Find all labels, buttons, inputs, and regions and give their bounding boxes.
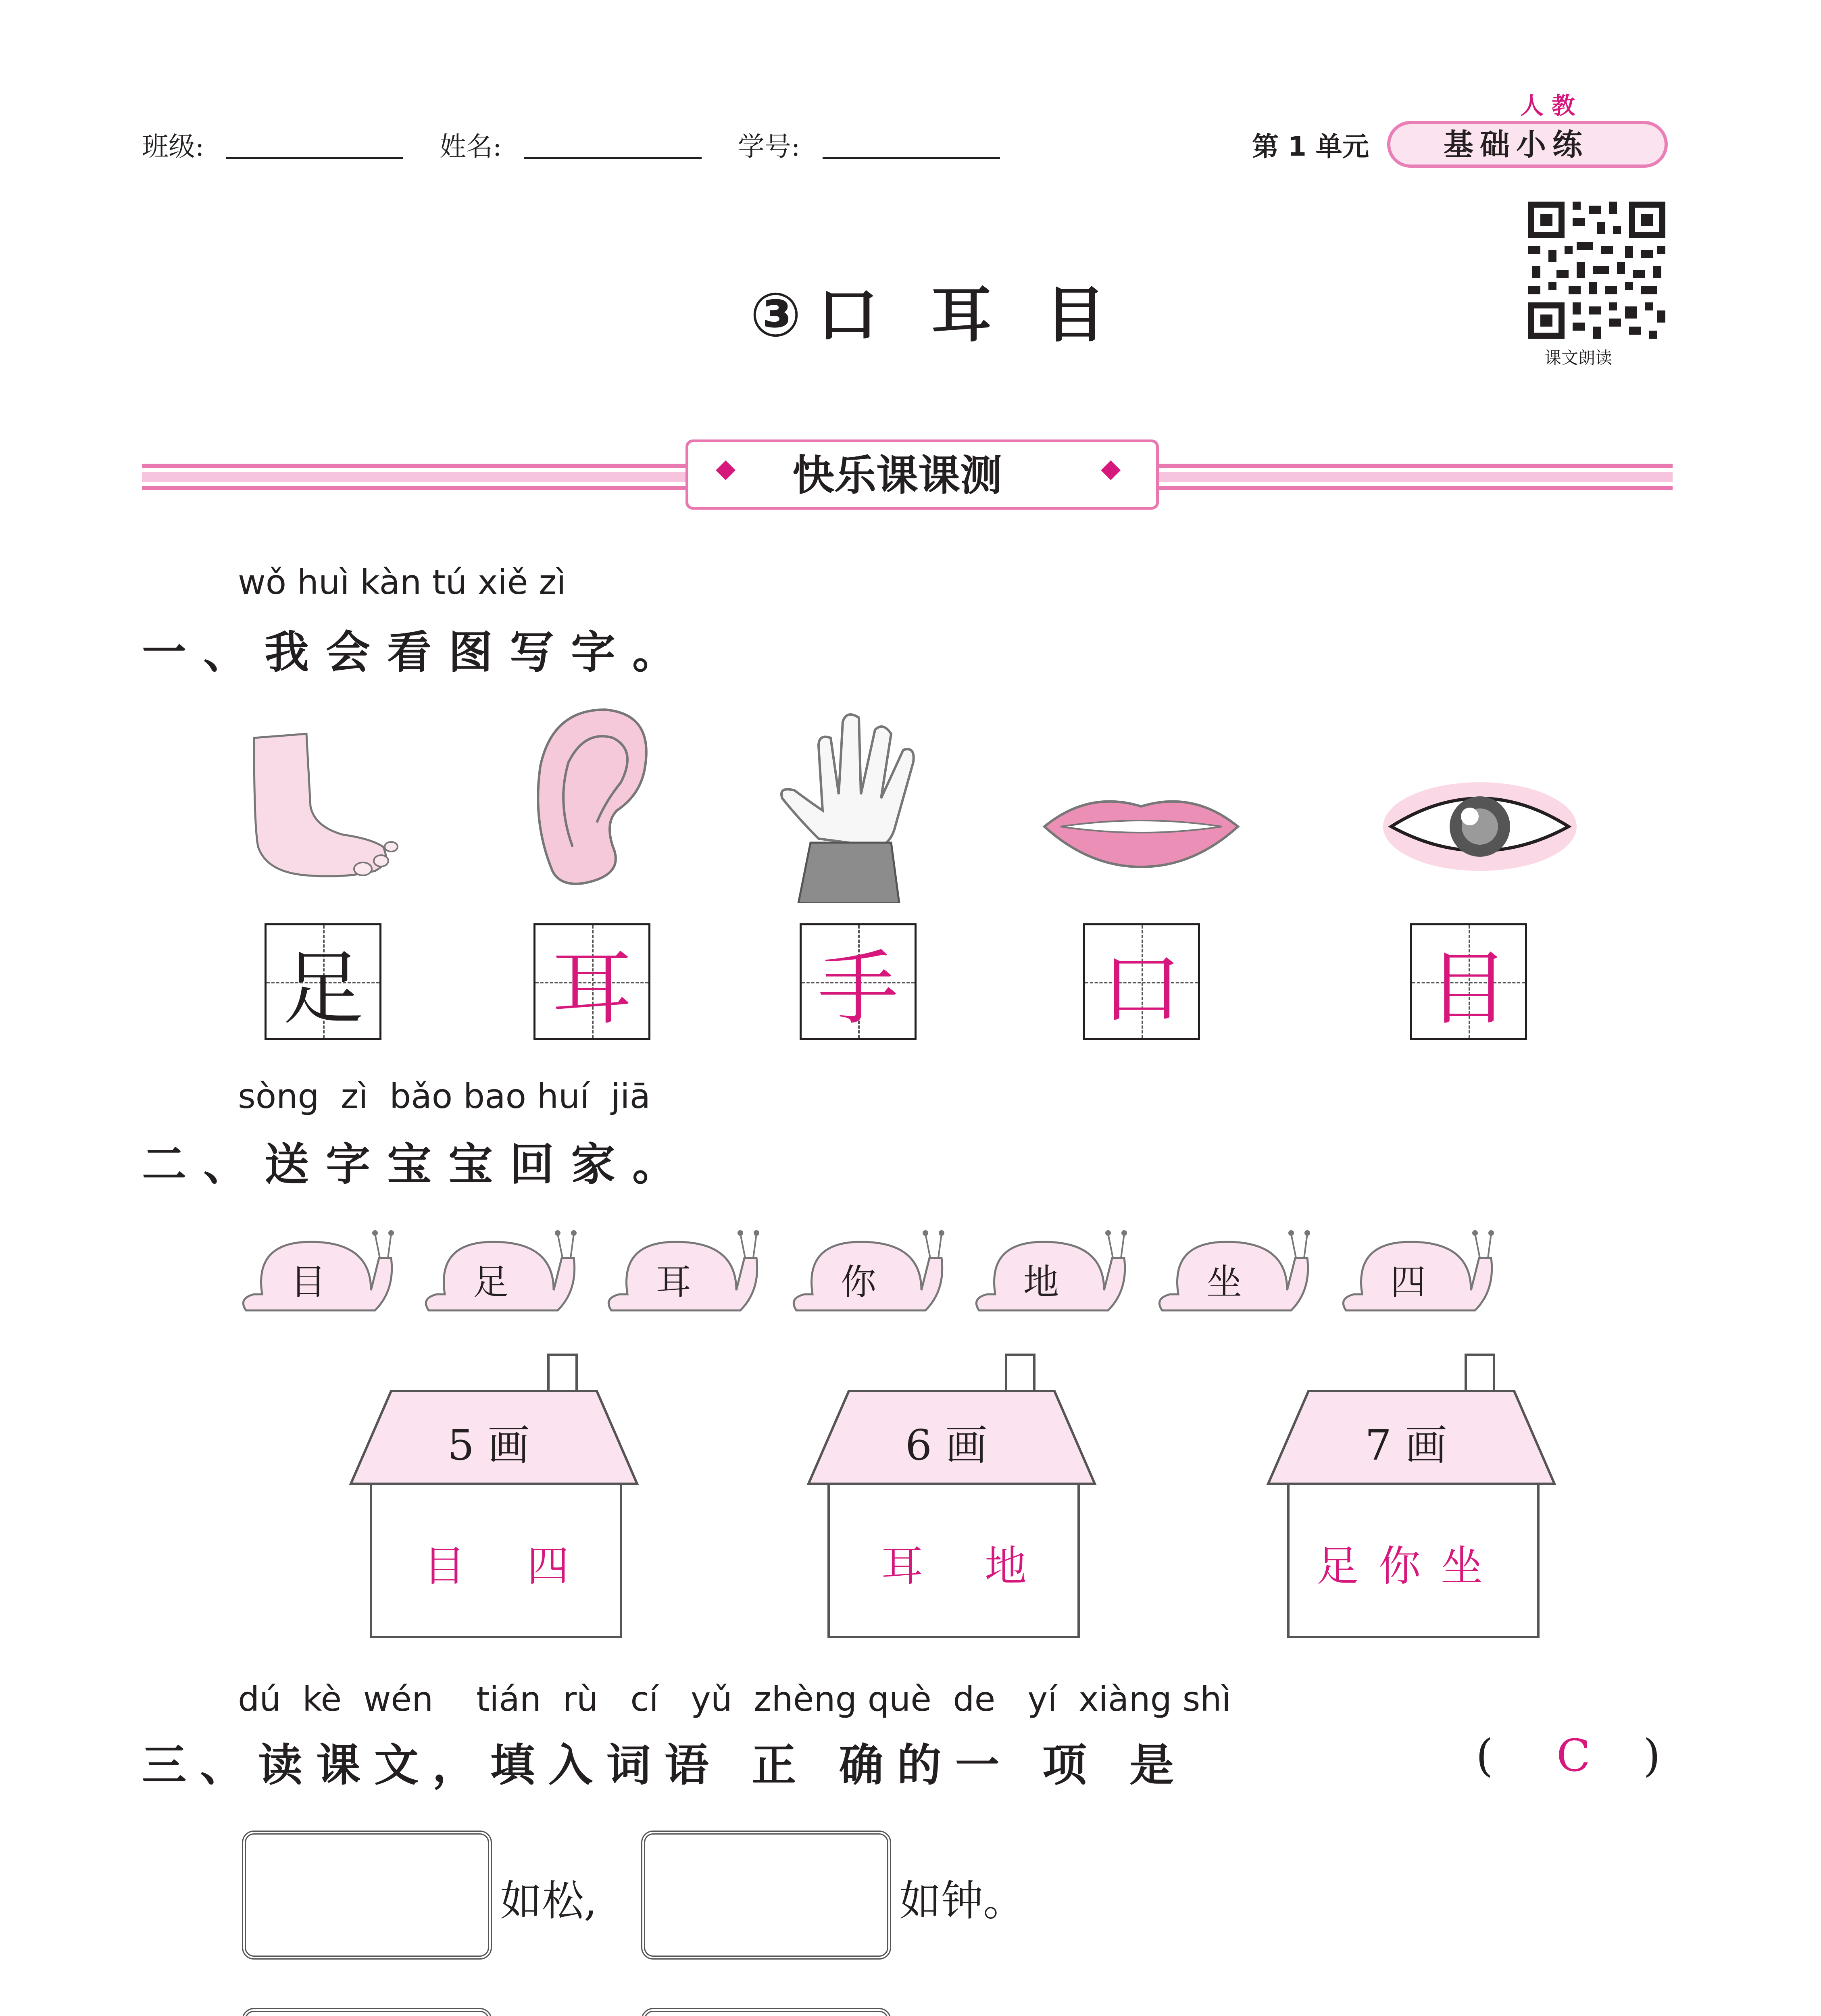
fill-text: 如钟。 bbox=[899, 1876, 1025, 1925]
snail-char: 目 bbox=[290, 1261, 326, 1303]
house-roof-label: 5 画 bbox=[448, 1420, 530, 1470]
snail-char: 四 bbox=[1390, 1261, 1426, 1303]
q1-pinyin: wǒ huì kàn tú xiě zì bbox=[238, 562, 566, 602]
unit-label: 第 1 单元 bbox=[1252, 131, 1369, 162]
snail-card[interactable] bbox=[1338, 1218, 1499, 1318]
grid-char: 耳 bbox=[551, 941, 632, 1036]
house-chars: 耳 地 bbox=[881, 1541, 1051, 1591]
name-label: 姓名: bbox=[440, 131, 502, 162]
snail-card[interactable] bbox=[421, 1218, 582, 1318]
snail-card[interactable] bbox=[788, 1218, 950, 1318]
house-chars: 足你坐 bbox=[1317, 1541, 1503, 1591]
writing-grid[interactable] bbox=[1083, 923, 1200, 1040]
snail-card[interactable] bbox=[603, 1218, 765, 1318]
house-chars: 目 四 bbox=[423, 1541, 594, 1591]
name-field[interactable] bbox=[524, 157, 702, 159]
house[interactable] bbox=[804, 1351, 1099, 1641]
foot-icon bbox=[242, 726, 403, 887]
q1-heading: 一、我会看图写字。 bbox=[142, 627, 694, 678]
writing-grid[interactable] bbox=[533, 923, 650, 1040]
grid-char: 口 bbox=[1101, 941, 1182, 1036]
grid-char: 足 bbox=[282, 941, 363, 1036]
grid-char: 目 bbox=[1428, 941, 1509, 1036]
house-icon bbox=[804, 1351, 1099, 1641]
fill-blank-box[interactable] bbox=[242, 1831, 492, 1960]
writing-grid[interactable] bbox=[265, 923, 381, 1040]
brand-top-label: 人教 bbox=[1520, 92, 1583, 119]
number-field[interactable] bbox=[823, 157, 1000, 159]
house-roof-label: 7 画 bbox=[1365, 1420, 1447, 1470]
snail-card[interactable] bbox=[971, 1218, 1132, 1318]
number-label: 学号: bbox=[738, 131, 800, 162]
qr-code-icon[interactable] bbox=[1524, 198, 1669, 343]
house-icon bbox=[1264, 1351, 1558, 1641]
house-icon bbox=[347, 1351, 641, 1641]
snail-char: 足 bbox=[473, 1261, 509, 1303]
fill-text: 如松, bbox=[500, 1876, 598, 1925]
grid-char: 手 bbox=[817, 941, 898, 1036]
q2-pinyin: sòng zì bǎo bao huí jiā bbox=[238, 1077, 651, 1116]
snail-card[interactable] bbox=[1154, 1218, 1315, 1318]
writing-grid[interactable] bbox=[1410, 923, 1527, 1040]
banner-title: 快乐课课测 bbox=[792, 451, 1002, 500]
fill-blank-box[interactable] bbox=[641, 1831, 891, 1960]
answer-paren-close: ) bbox=[1643, 1730, 1661, 1781]
diamond-icon: ◆ bbox=[716, 454, 736, 483]
house[interactable] bbox=[1264, 1351, 1558, 1641]
eye-icon bbox=[1379, 778, 1581, 875]
snail-char: 耳 bbox=[656, 1261, 692, 1303]
class-field[interactable] bbox=[226, 157, 403, 159]
q3-heading: 三、读课文，填入词语 正 确的一 项 是 bbox=[142, 1739, 1188, 1791]
fill-blank-box[interactable] bbox=[242, 2008, 492, 2016]
brand-label: 基础小练 bbox=[1444, 127, 1589, 162]
snail-char: 地 bbox=[1023, 1261, 1059, 1303]
house-roof-label: 6 画 bbox=[905, 1420, 988, 1470]
writing-grid[interactable] bbox=[800, 923, 917, 1040]
hand-icon bbox=[774, 706, 944, 903]
house[interactable] bbox=[347, 1351, 641, 1641]
snail-card[interactable] bbox=[238, 1218, 399, 1318]
diamond-icon: ◆ bbox=[1101, 454, 1121, 483]
answer-paren-open: ( bbox=[1476, 1730, 1493, 1781]
snail-char: 你 bbox=[841, 1261, 877, 1303]
answer-value[interactable]: C bbox=[1556, 1730, 1591, 1781]
snail-char: 坐 bbox=[1206, 1261, 1242, 1303]
q3-pinyin: dú kè wén tián rù cí yǔ zhèng què de yí xiàng shì bbox=[238, 1679, 1231, 1719]
q2-heading: 二、送字宝宝回家。 bbox=[142, 1139, 694, 1190]
mouth-icon bbox=[1040, 786, 1242, 871]
qr-caption: 课文朗读 bbox=[1544, 348, 1613, 368]
fill-blank-box[interactable] bbox=[641, 2008, 891, 2016]
page-title: ③口 耳 目 bbox=[750, 280, 1122, 350]
ear-icon bbox=[524, 702, 661, 891]
class-label: 班级: bbox=[142, 131, 204, 162]
